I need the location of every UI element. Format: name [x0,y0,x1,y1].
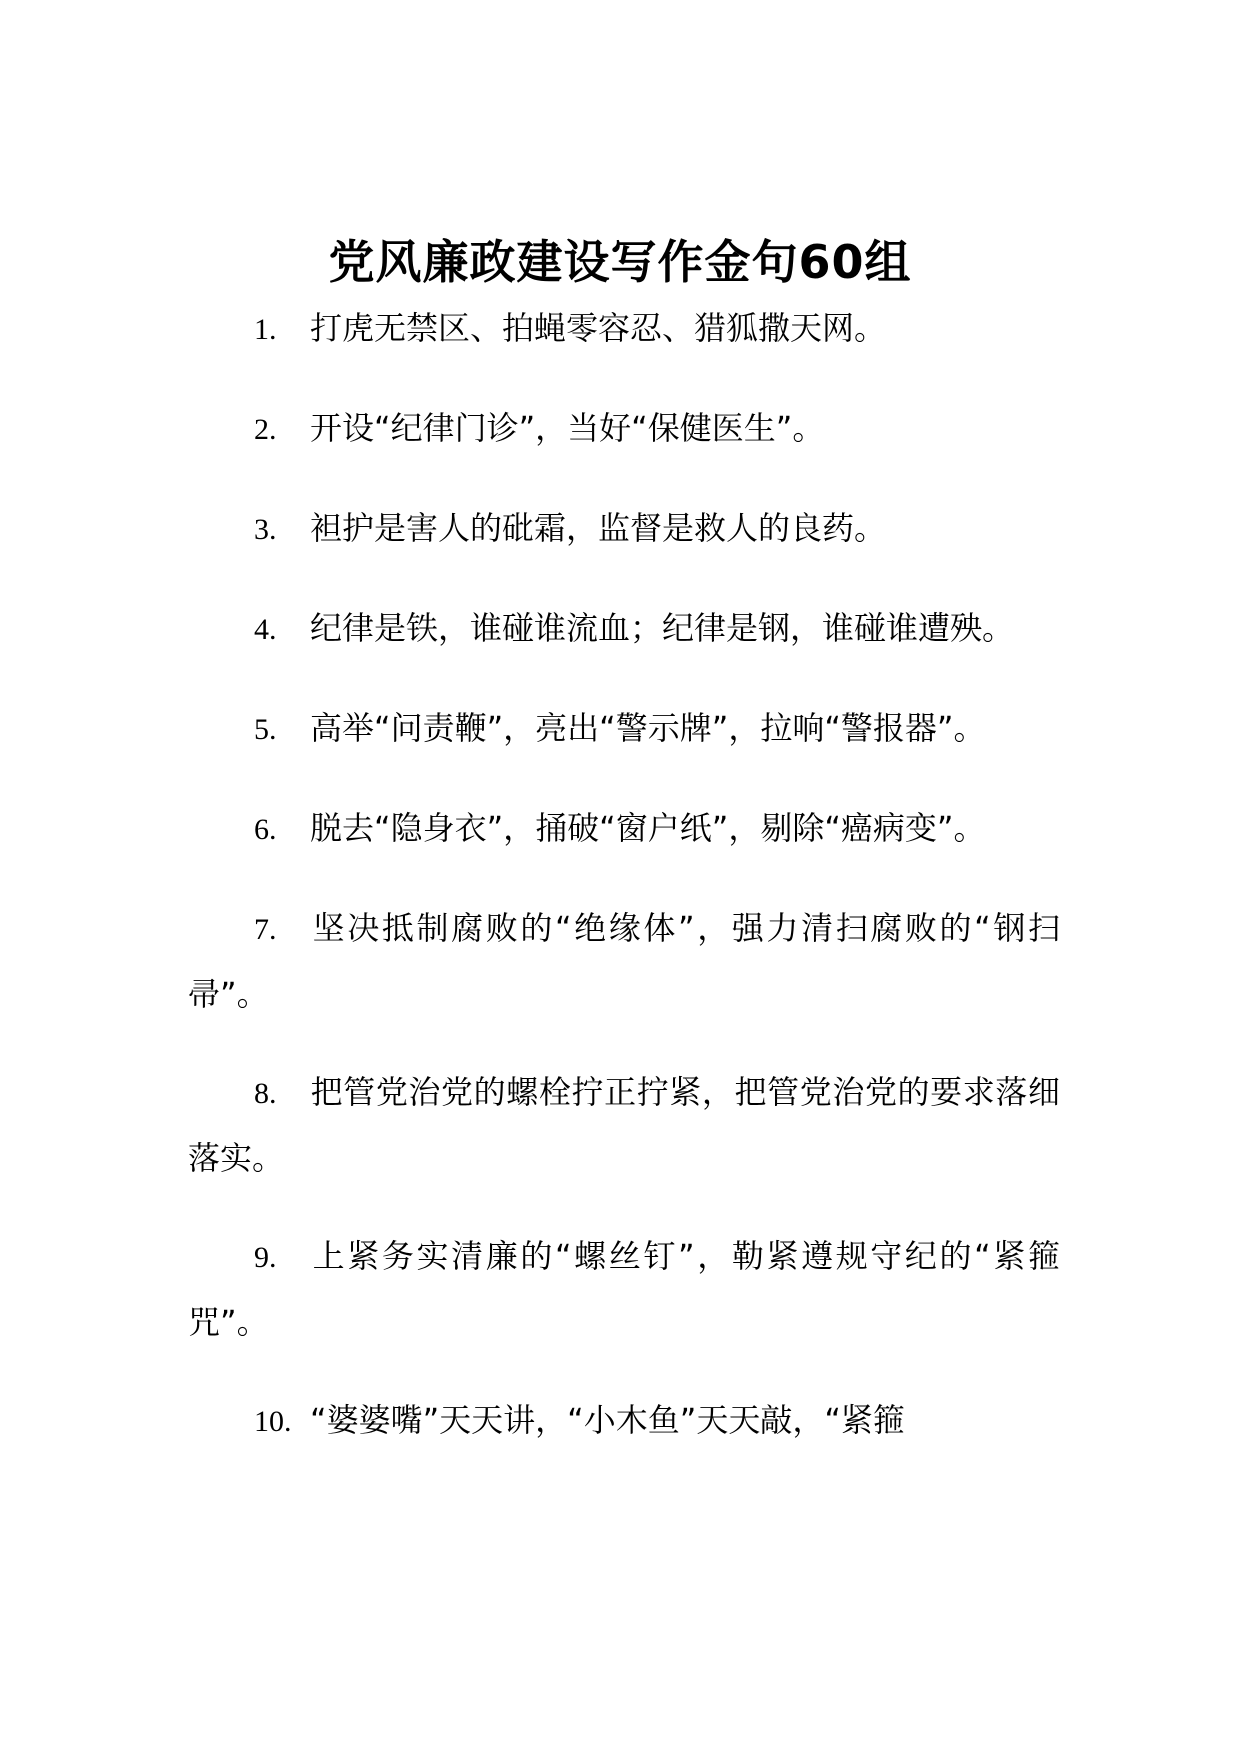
item-number: 5. [254,713,277,746]
list-item [188,696,1060,762]
document-title: 党风廉政建设写作金句60组 [328,235,912,289]
item-text: 把管党治党的螺栓拧正拧紧，把管党治党的要求落细落实。 [188,1073,1060,1177]
list-item [188,896,1060,1026]
item-text: 坚决抵制腐败的“绝缘体”，强力清扫腐败的“钢扫帚”。 [188,909,1060,1013]
item-text: 纪律是铁，谁碰谁流血；纪律是钢，谁碰谁遭殃。 [310,609,1015,647]
list-item [188,1060,1060,1190]
list-item [188,596,1060,662]
list-item [188,396,1060,462]
item-number: 9. [254,1241,277,1274]
item-text: 袒护是害人的砒霜，监督是救人的良药。 [310,509,887,547]
item-text: 高举“问责鞭”，亮出“警示牌”，拉响“警报器”。 [310,709,986,747]
item-number: 7. [254,913,277,946]
item-number: 6. [254,813,277,846]
item-text: 脱去“隐身衣”，捅破“窗户纸”，剔除“癌病变”。 [310,809,986,847]
list-item [188,496,1060,562]
list-item [188,796,1060,862]
item-number: 10. [254,1405,292,1438]
item-number: 4. [254,613,277,646]
item-text: 上紧务实清廉的“螺丝钉”，勒紧遵规守纪的“紧箍咒”。 [188,1237,1060,1341]
quote-list [188,296,1060,1488]
item-text: 开设“纪律门诊”，当好“保健医生”。 [310,409,825,447]
item-text: “婆婆嘴”天天讲，“小木鱼”天天敲，“紧箍 [310,1401,905,1439]
item-text: 打虎无禁区、拍蝇零容忍、猎狐撒天网。 [310,309,887,347]
item-number: 2. [254,413,277,446]
list-item [188,296,1060,362]
item-number: 3. [254,513,277,546]
list-item [188,1224,1060,1354]
item-number: 1. [254,313,277,346]
item-number: 8. [254,1077,277,1110]
list-item [188,1388,1060,1454]
